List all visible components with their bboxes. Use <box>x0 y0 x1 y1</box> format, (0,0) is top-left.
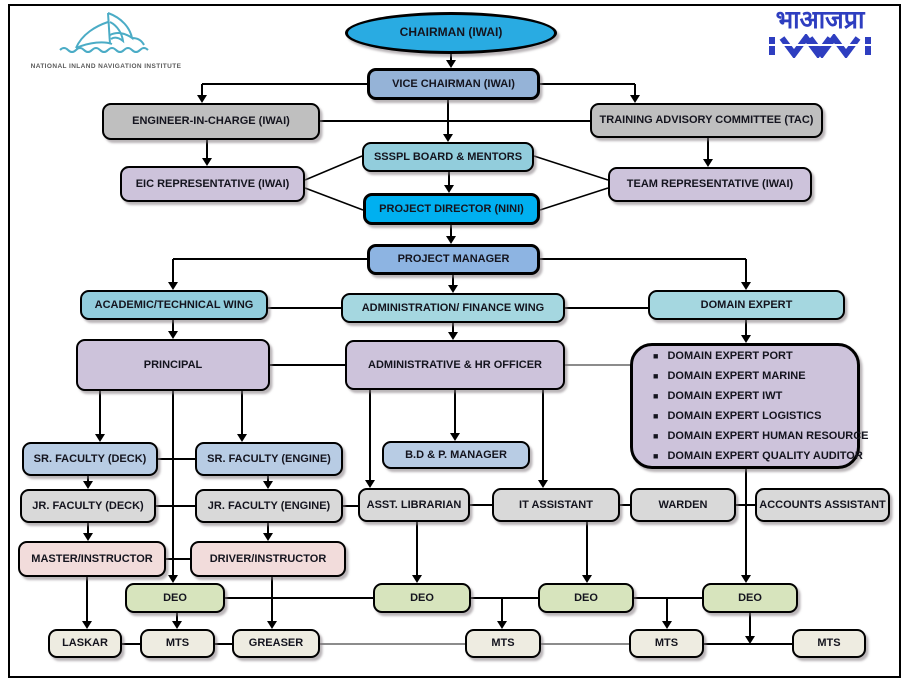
bullet-icon: ■ <box>653 431 659 441</box>
node-deo-1: DEO <box>125 583 225 613</box>
connector-line <box>369 390 371 480</box>
node-jr-faculty-deck: JR. FACULTY (DECK) <box>20 489 156 523</box>
connector-line <box>271 577 273 621</box>
connector-line <box>87 523 89 533</box>
node-it-assistant: IT ASSISTANT <box>492 488 620 522</box>
arrowhead <box>741 282 751 290</box>
connector-line <box>166 558 190 560</box>
connector-line <box>343 505 358 507</box>
arrowhead <box>168 575 178 583</box>
connector-line <box>99 391 101 434</box>
node-domain-expert: DOMAIN EXPERT <box>648 290 845 320</box>
connector-line <box>270 364 345 366</box>
list-item-label: DOMAIN EXPERT QUALITY AUDITOR <box>667 450 863 462</box>
node-ssspl-board-mentors: SSSPL BOARD & MENTORS <box>362 142 534 172</box>
arrowhead <box>83 481 93 489</box>
node-warden: WARDEN <box>630 488 736 522</box>
arrowhead <box>172 621 182 629</box>
connector-line <box>541 643 629 645</box>
arrowhead <box>267 621 277 629</box>
connector-line <box>201 84 203 95</box>
list-item-label: DOMAIN EXPERT PORT <box>667 350 793 362</box>
node-greaser: GREASER <box>232 629 320 658</box>
connector-line <box>452 275 454 285</box>
connector-line <box>267 523 269 533</box>
node-administration-finance-wing: ADMINISTRATION/ FINANCE WING <box>341 293 565 323</box>
node-vice-chairman: VICE CHAIRMAN (IWAI) <box>367 68 540 100</box>
node-master-instructor: MASTER/INSTRUCTOR <box>18 541 166 577</box>
connector-line <box>565 364 630 366</box>
bullet-icon: ■ <box>653 411 659 421</box>
connector-line <box>634 84 636 95</box>
bullet-icon: ■ <box>653 371 659 381</box>
arrowhead <box>83 533 93 541</box>
list-item <box>653 446 863 466</box>
connector-line <box>447 100 449 134</box>
list-item-label: DOMAIN EXPERT HUMAN RESOURCE <box>667 430 869 442</box>
connector-line <box>704 643 792 645</box>
bullet-icon: ■ <box>653 391 659 401</box>
connector-line <box>172 391 174 575</box>
node-project-manager: PROJECT MANAGER <box>367 244 540 275</box>
arrowhead <box>365 480 375 488</box>
node-chairman: CHAIRMAN (IWAI) <box>345 12 557 54</box>
connector-line <box>320 120 590 122</box>
connector-line <box>565 307 648 309</box>
node-eic-representative: EIC REPRESENTATIVE (IWAI) <box>120 166 305 202</box>
node-sr-faculty-deck: SR. FACULTY (DECK) <box>22 442 158 476</box>
connector-line <box>122 643 140 645</box>
connector-line <box>268 307 341 309</box>
connector-line <box>745 469 747 575</box>
connector-line <box>86 577 88 621</box>
arrowhead <box>448 285 458 293</box>
connector-line <box>156 505 195 507</box>
connector-line <box>241 391 243 434</box>
connector-line <box>320 643 465 645</box>
connector-line <box>225 597 373 599</box>
arrowhead <box>448 332 458 340</box>
node-jr-faculty-engine: JR. FACULTY (ENGINE) <box>195 489 343 523</box>
list-item-label: DOMAIN EXPERT IWT <box>667 390 783 402</box>
connector-line <box>206 140 208 158</box>
list-item <box>653 426 869 446</box>
connector-line <box>707 138 709 159</box>
arrowhead <box>263 481 273 489</box>
node-mts-3: MTS <box>629 629 704 658</box>
connector-line <box>501 598 503 621</box>
node-mts-2: MTS <box>465 629 541 658</box>
arrowhead <box>446 60 456 68</box>
arrowhead <box>95 434 105 442</box>
node-deo-3: DEO <box>538 583 634 613</box>
node-laskar: LASKAR <box>48 629 122 658</box>
connector-line <box>540 83 635 85</box>
arrowhead <box>202 158 212 166</box>
arrowhead <box>82 621 92 629</box>
arrowhead <box>630 95 640 103</box>
arrowhead <box>444 185 454 193</box>
connector-line <box>586 522 588 575</box>
node-engineer-in-charge: ENGINEER-IN-CHARGE (IWAI) <box>102 103 320 140</box>
connector-line <box>542 390 544 480</box>
connector-line <box>448 172 450 185</box>
connector-line <box>452 323 454 332</box>
list-item <box>653 386 782 406</box>
node-training-advisory-committee: TRAINING ADVISORY COMMITTEE (TAC) <box>590 103 823 138</box>
connector-line <box>666 598 668 621</box>
arrowhead <box>168 331 178 339</box>
connector-line <box>176 613 178 621</box>
connector-line <box>450 225 452 236</box>
list-item-label: DOMAIN EXPERT MARINE <box>667 370 806 382</box>
domain-expert-list <box>630 343 869 469</box>
node-team-representative: TEAM REPRESENTATIVE (IWAI) <box>608 167 812 202</box>
connector-line <box>416 522 418 575</box>
arrowhead <box>741 335 751 343</box>
node-asst-librarian: ASST. LIBRARIAN <box>358 488 470 522</box>
arrowhead <box>703 159 713 167</box>
connector-line <box>215 643 232 645</box>
arrowhead <box>443 134 453 142</box>
connector-line <box>172 259 174 282</box>
arrowhead <box>446 236 456 244</box>
connector-line <box>158 458 195 460</box>
connector-line <box>172 320 174 331</box>
node-driver-instructor: DRIVER/INSTRUCTOR <box>190 541 346 577</box>
node-project-director: PROJECT DIRECTOR (NINI) <box>363 193 540 225</box>
node-academic-technical-wing: ACADEMIC/TECHNICAL WING <box>80 290 268 320</box>
connector-line <box>470 504 492 506</box>
arrowhead <box>582 575 592 583</box>
connector-line <box>173 258 367 260</box>
list-item <box>653 366 806 386</box>
node-principal: PRINCIPAL <box>76 339 270 391</box>
bullet-icon: ■ <box>653 451 659 461</box>
connector-line <box>745 259 747 282</box>
list-item <box>653 346 793 366</box>
connector-line <box>471 597 538 599</box>
node-mts-1: MTS <box>140 629 215 658</box>
node-deo-2: DEO <box>373 583 471 613</box>
arrowhead <box>538 480 548 488</box>
arrowhead <box>237 434 247 442</box>
list-item <box>653 406 821 426</box>
connector-line <box>745 320 747 335</box>
connector-line <box>540 258 746 260</box>
arrowhead <box>168 282 178 290</box>
connector-line <box>634 597 702 599</box>
arrowhead <box>263 533 273 541</box>
arrowhead <box>497 621 507 629</box>
node-administrative-hr-officer: ADMINISTRATIVE & HR OFFICER <box>345 340 565 390</box>
arrowhead <box>197 95 207 103</box>
connector-line <box>620 504 630 506</box>
node-bd-p-manager: B.D & P. MANAGER <box>382 441 530 469</box>
connector-line <box>749 613 751 636</box>
connector-line <box>454 390 456 433</box>
node-accounts-assistant: ACCOUNTS ASSISTANT <box>755 488 890 522</box>
node-sr-faculty-engine: SR. FACULTY (ENGINE) <box>195 442 343 476</box>
arrowhead <box>412 575 422 583</box>
connector-line <box>202 83 367 85</box>
arrowhead <box>741 575 751 583</box>
node-deo-4: DEO <box>702 583 798 613</box>
iwai-logo-hindi-text: भाआजप्रा <box>775 5 865 34</box>
bullet-icon: ■ <box>653 351 659 361</box>
arrowhead <box>662 621 672 629</box>
list-item-label: DOMAIN EXPERT LOGISTICS <box>667 410 822 422</box>
nini-logo-caption: NATIONAL INLAND NAVIGATION INSTITUTE <box>30 63 182 70</box>
arrowhead <box>450 433 460 441</box>
node-mts-4: MTS <box>792 629 866 658</box>
